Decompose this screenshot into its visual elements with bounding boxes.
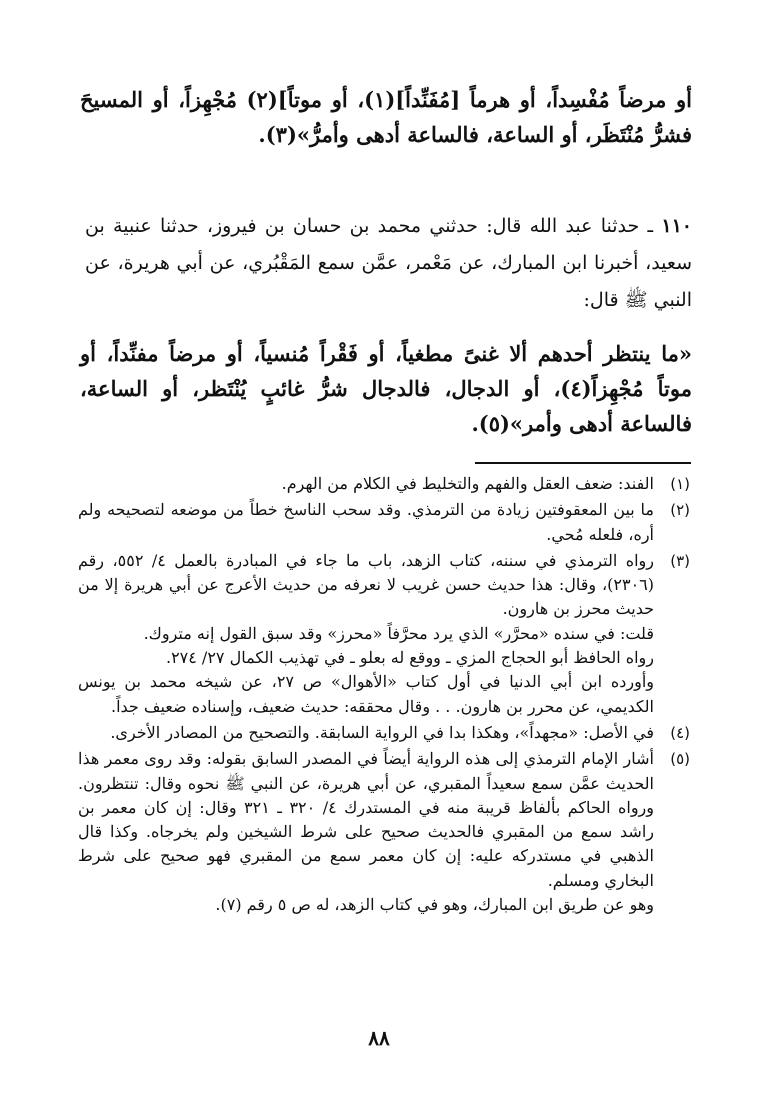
footnote-5 bbox=[78, 747, 690, 917]
footnote-text bbox=[78, 549, 654, 719]
hadith-chain-text: ـ حدثنا عبد الله قال: حدثني محمد بن حسان بن فيروز، حدثنا عنبية بن سعيد، أخبرنا ابن المبارك، عن مَعْمر، عمَّن سمع المَقْبُري، عن أبي هريرة، عن النبي ﷺ قال: bbox=[85, 215, 692, 311]
footnote-number: (٥) bbox=[670, 750, 690, 769]
footnote-text bbox=[78, 747, 654, 917]
footnote-text bbox=[78, 472, 654, 496]
footnote-paragraph: الفند: ضعف العقل والفهم والتخليط في الكلام من الهرم. bbox=[281, 474, 654, 493]
hadith-quote-continuation: أو مرضاً مُفْسِداً، أو هرماً [مُفَنِّداً](١)، أو موتاً](٢) مُجْهِزاً، أو المسيحَ فشرُّ مُنْتَظَر، أو الساعة، فالساعة أدهى وأمرُّ»(٣). bbox=[80, 87, 692, 147]
footnote-paragraph: وأورده ابن أبي الدنيا في أول كتاب «الأهوال» ص ٢٧، عن شيخه محمد بن يونس الكديمي، عن محرر بن هارون. . . وقال محققه: حديث ضعيف، وإسناده ضعيف جداً. bbox=[78, 672, 654, 716]
footnote-paragraph: ما بين المعقوفتين زيادة من الترمذي. وقد سحب الناسخ خطاً من موضعه لتصحيحه ولم أره، فلعله مُحي. bbox=[78, 500, 654, 544]
footnote-number: (٢) bbox=[670, 501, 690, 520]
footnote-text bbox=[78, 721, 654, 745]
footnote-paragraph: في الأصل: «مجهداً»، وهكذا بدا في الرواية السابقة. والتصحيح من المصادر الأخرى. bbox=[110, 722, 654, 742]
footnote-paragraph: أشار الإمام الترمذي إلى هذه الرواية أيضاً في المصدر السابق بقوله: وقد روى معمر هذا الحديث عمَّن سمع سعيداً المقبري، عن أبي هريرة، عن النبي ﷺ نحوه وقال: تنتظرون. ورواه الحاكم بألفاظ قريبة منه في المستدرك ٤/ ٣٢٠ ـ ٣٢١ وقال: إن كان معمر بن راشد سمع من المقبري فالحديث صحيح على شرط الشيخين ولم يخرجاه. وكذا قال الذهبي في مستدركه عليه: إن كان معمر سمع من المقبري فهو صحيح على شرط البخاري ومسلم. bbox=[78, 749, 654, 890]
hadith-number: ١١٠ bbox=[661, 215, 692, 237]
footnote-number: (١) bbox=[670, 475, 690, 493]
footnote-paragraph: رواه الترمذي في سننه، كتاب الزهد، باب ما جاء في المبادرة بالعمل ٤/ ٥٥٢، رقم (٢٣٠٦)، وقال: هذا حديث حسن غريب لا نعرفه من حديث الأعرج عن أبي هريرة إلا من حديث محرز بن هارون. bbox=[78, 550, 655, 619]
footnote-1 bbox=[78, 472, 690, 496]
footnote-number: (٣) bbox=[670, 551, 690, 570]
footnotes bbox=[78, 472, 690, 919]
footnote-2 bbox=[78, 498, 690, 547]
footnote-number: (٤) bbox=[670, 723, 690, 742]
footnote-paragraph: قلت: في سنده «محرَّر» الذي يرد محرَّفاً «محرز» وقد سبق القول إنه متروك. bbox=[143, 623, 654, 643]
hadith-110-chain bbox=[85, 208, 692, 319]
footnote-separator bbox=[475, 462, 691, 464]
footnote-4 bbox=[78, 721, 690, 745]
footnote-3 bbox=[78, 549, 690, 719]
footnote-text bbox=[78, 498, 654, 547]
hadith-110-text: «ما ينتظر أحدهم ألا غنىً مطغياً، أو فَقْراً مُنسياً، أو مرضاً مفنِّداً، أو موتاً مُجْهِزاً(٤)، أو الدجال، فالدجال شرُّ غائبٍ يُنْتَظر، أو الساعة، فالساعة أدهى وأمر»(٥). bbox=[80, 341, 692, 436]
footnote-paragraph: رواه الحافظ أبو الحجاج المزي ـ ووقع له بعلو ـ في تهذيب الكمال ٢٧/ ٢٧٤. bbox=[165, 648, 654, 668]
footnote-paragraph: وهو عن طريق ابن المبارك، وهو في كتاب الزهد، له ص ٥ رقم (٧). bbox=[215, 895, 654, 915]
page-number: ٨٨ bbox=[368, 1026, 390, 1050]
